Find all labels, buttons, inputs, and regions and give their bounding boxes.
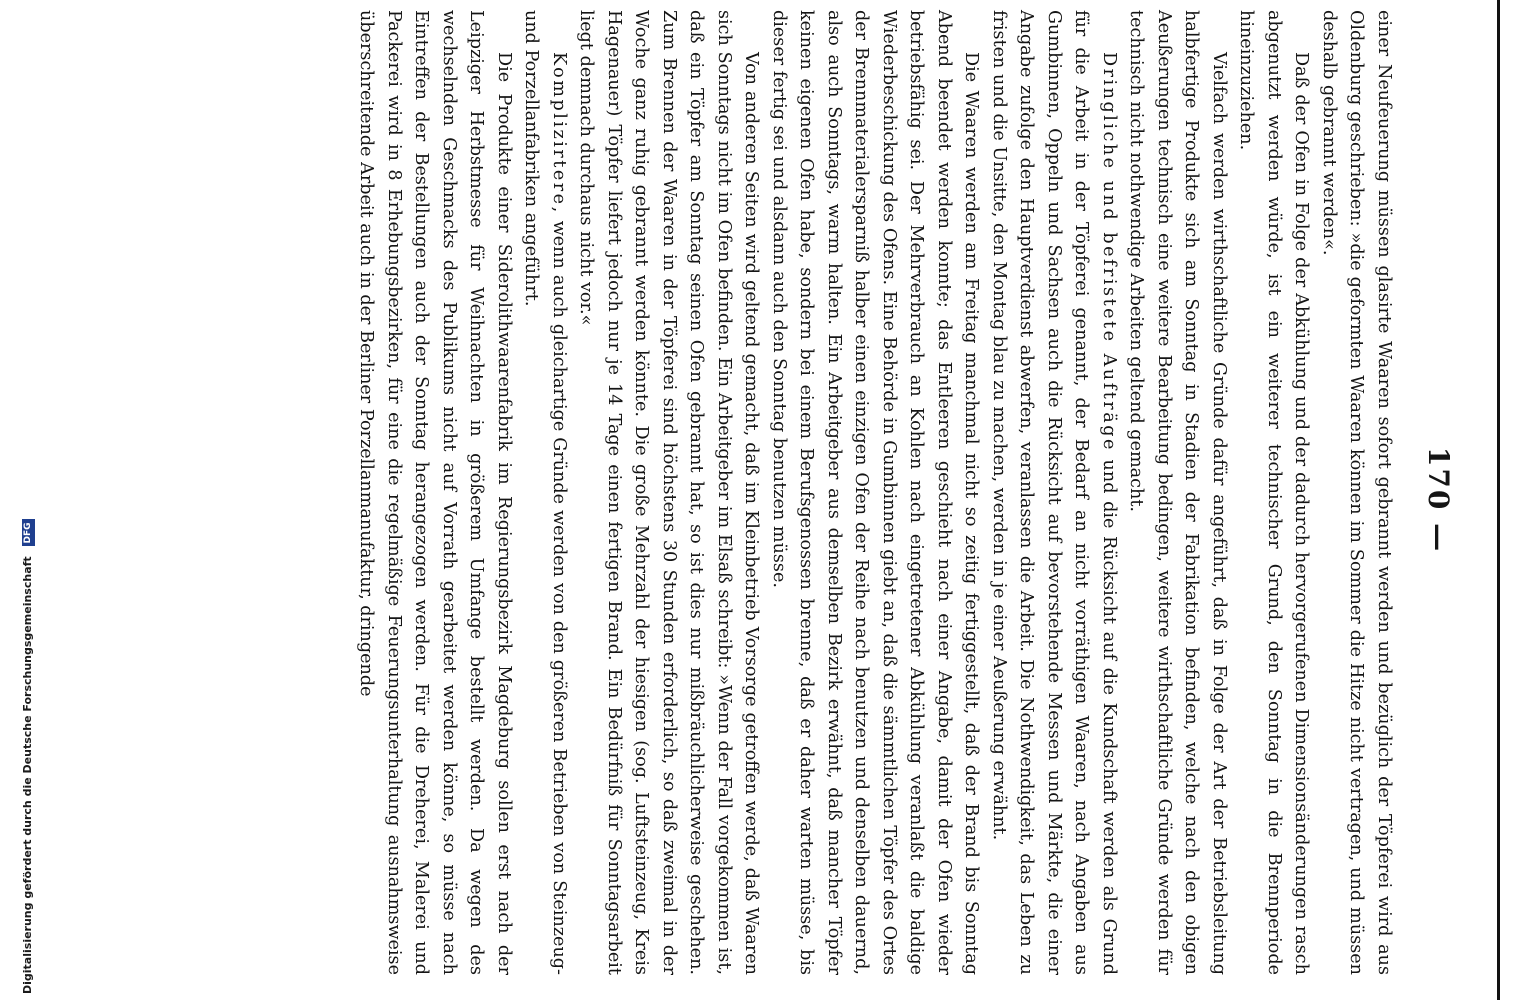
paragraph-text: und die Rücksicht auf die Kundschaft werden als Grund für die Arbeit in der Töpferei genannt, der Bedarf an nicht vorräthigen Waaren, nach Angaben aus Gumbinnen, Oppeln und Sachsen auch die Rücksicht auf bevorstehende Messen und Märkte, die einer Angabe zufolge den Hauptverdienst abwerfen, veranlassen die Arbeit. Die Nothwendigkeit, das Leben zu fristen und die Unsitte, den Montag blau zu machen, werden in je einer Aeußerung erwähnt. bbox=[989, 10, 1119, 975]
credit-text: Digitalisierung gefördert durch die Deutsche Forschungsgemeinschaft bbox=[21, 556, 34, 994]
paragraph bbox=[1232, 10, 1315, 975]
paragraph bbox=[765, 10, 985, 975]
body-text bbox=[352, 10, 1397, 975]
page-number: 170 — bbox=[1422, 446, 1455, 554]
paragraph bbox=[517, 10, 572, 975]
dfg-logo: DFG bbox=[22, 519, 35, 546]
paragraph-text: Die Waaren werden am Freitag manchmal nicht so zeitig fertiggestellt, daß der Brand bis Sonntag Abend beendet werden konnte; das Entleeren geschieht nach einer Angabe, damit der Ofen wieder betriebsfähig sei. Der Mehrverbrauch an Kohlen nach eingetretener Abkühlung veranlaßt die baldige Wiederbeschickung des Ofens. Eine Behörde in Gumbinnen giebt an, daß die sämmtlichen Töpfer des Ortes der Brennmaterialersparniß halber einen einzigen Ofen der Reihe nach benutzen und denselben dauernd, also auch Sonntags, warm halten. Ein Arbeitgeber aus demselben Bezirk erwähnt, daß mancher Töpfer keinen eigenen Ofen habe, sondern bei einem Berufsgenossen brenne, daß er daher warten müsse, bis dieser fertig sei und alsdann auch den Sonntag benutzen müsse. bbox=[769, 10, 982, 975]
paragraph bbox=[352, 10, 517, 975]
paragraph-text: wenn auch gleichartige Gründe werden von den größeren Betrieben von Steinzeug- und Porzellanfabriken angeführt. bbox=[521, 10, 569, 975]
paragraph-lead: Dringliche und befristete Aufträge bbox=[1099, 52, 1119, 452]
paragraph bbox=[1315, 10, 1398, 975]
paragraph bbox=[985, 10, 1123, 975]
paragraph-text: Vielfach werden wirthschaftliche Gründe dafür angeführt, daß in Folge der Art der Betriebsleitung halbfertige Produkte sich am Sonntag in Stadien der Fabrikation befinden, welche nach den obigen Aeußerungen technisch eine weitere Bearbeitung bedingen, weitere wirthschaftliche Gründe werden für technisch nicht nothwendige Arbeiten geltend gemacht. bbox=[1126, 10, 1229, 975]
paragraph-text: Die Produkte einer Siderolithwaarenfabrik im Regierungsbezirk Magdeburg sollen erst nach der Leipziger Herbstmesse für Weihnachten in größerem Umfange bestellt werden. Da wegen des wechselnden Geschmacks des Publikums nicht auf Vorrath gearbeitet werden könne, so müsse nach Eintreffen der Bestellungen auch der Sonntag herangezogen werden. Für die Dreherei, Malerei und Packerei wird in 8 Erhebungsbezirken, für eine die regelmäßige Feuerungsunterhaltung ausnahmsweise überschreitende Arbeit auch in der Berliner Porzellanmanufaktur, dringende bbox=[356, 10, 514, 975]
paragraph-text: Von anderen Seiten wird geltend gemacht, daß im Kleinbetrieb Vorsorge getroffen werde, daß Waaren sich Sonntags nicht im Ofen befinden. Ein Arbeitgeber im Elsaß schreibt: »Wenn der Fall vorgekommen ist, daß ein Töpfer am Sonntag seinen Ofen gebrannt hat, so ist dies nur mißbräuchlicherweise geschehen. Zum Brennen der Waaren in der Töpferei sind höchstens 30 Stunden erforderlich, so daß zweimal in der Woche ganz ruhig gebrannt werden könnte. Die große Mehrzahl der hiesigen (sog. Luftsteinzeug, Kreis Hagenauer) Töpfer liefert jedoch nur je 14 Tage einen fertigen Brand. Ein Bedürfniß für Sonntagsarbeit liegt demnach durchaus nicht vor.« bbox=[576, 10, 762, 975]
paragraph-text: einer Neufeuerung müssen glasirte Waaren sofort gebrannt werden und bezüglich der Töpferei wird aus Oldenburg geschrieben: »die geformten Waaren können im Sommer die Hitze nicht vertragen, und müssen deshalb gebrannt werden«. bbox=[1319, 10, 1394, 975]
paragraph-text: Daß der Ofen in Folge der Abkühlung und der dadurch hervorgerufenen Dimensionsänderungen rasch abgenutzt werden würde, ist ein weiterer technischer Grund, den Sonntag in die Brennperiode hineinzuziehen. bbox=[1236, 10, 1312, 975]
paragraph bbox=[572, 10, 765, 975]
paragraph bbox=[1122, 10, 1232, 975]
paragraph-lead: Komplizirtere, bbox=[549, 52, 569, 215]
